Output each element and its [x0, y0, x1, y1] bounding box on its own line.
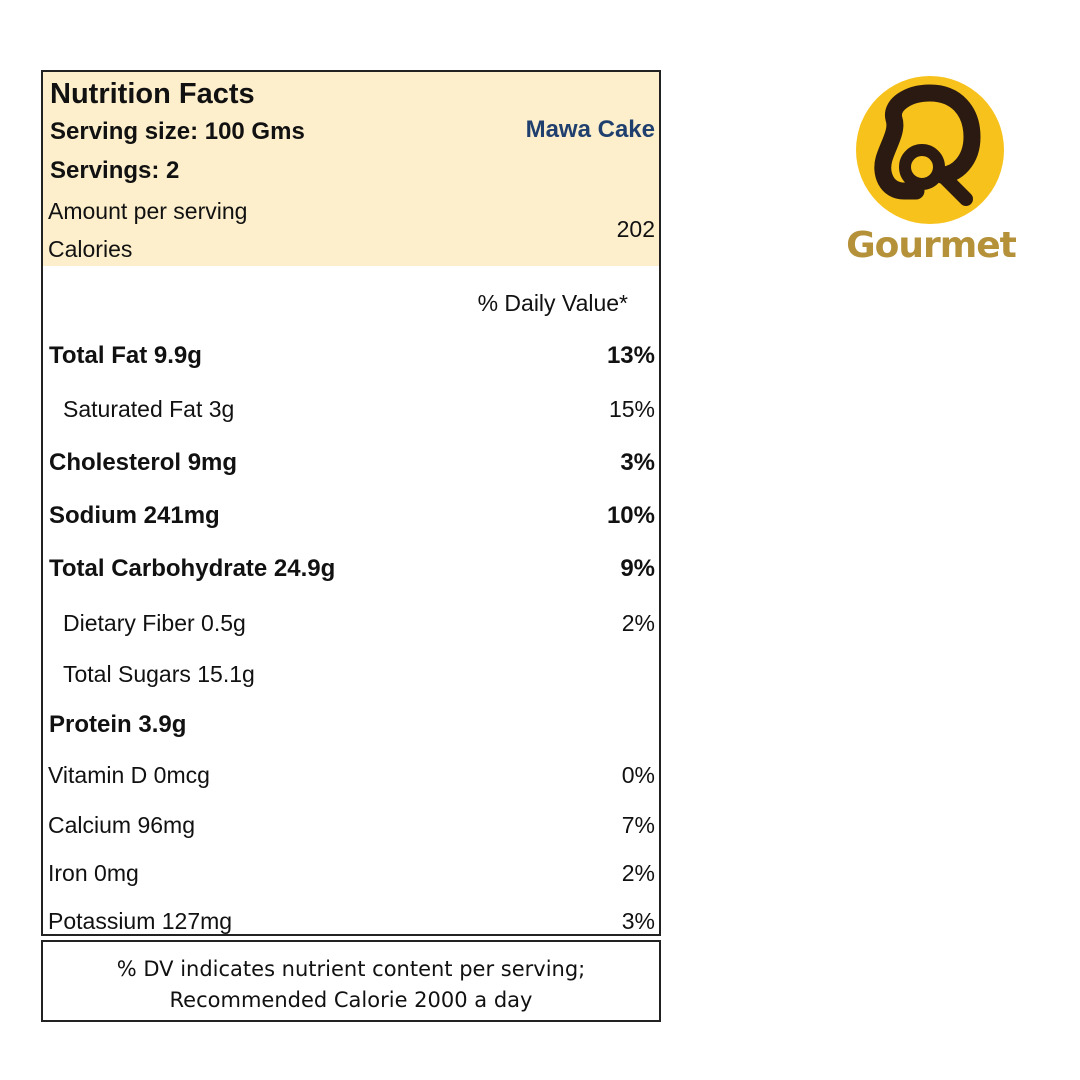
- nutrient-row: [43, 908, 659, 942]
- daily-value-footnote: [41, 940, 661, 1022]
- nutrient-percent: 2%: [621, 860, 655, 886]
- nutrition-facts-label: [41, 70, 661, 936]
- calories-label: Calories: [48, 236, 133, 262]
- footnote-line: % DV indicates nutrient content per serving;: [116, 957, 586, 981]
- nutrient-percent: 3%: [620, 449, 655, 476]
- nutrient-percent: 2%: [621, 610, 655, 636]
- nutrient-name: Vitamin D 0mcg: [48, 762, 210, 788]
- nutrient-row: [43, 555, 659, 589]
- nutrient-row: [43, 342, 659, 376]
- logo-wordmark: Gourmet: [846, 225, 1016, 266]
- nutrient-percent: 10%: [606, 502, 655, 529]
- calories-value: 202: [616, 216, 655, 242]
- nutrient-percent: 9%: [620, 555, 655, 582]
- product-name: Mawa Cake: [525, 116, 655, 143]
- gourmet-logo: [846, 75, 1016, 275]
- label-header: [43, 72, 659, 266]
- label-title: Nutrition Facts: [50, 78, 255, 110]
- nutrient-percent: 3%: [621, 908, 655, 934]
- nutrient-name: Cholesterol 9mg: [49, 449, 238, 476]
- nutrient-name: Total Fat 9.9g: [49, 342, 202, 369]
- nutrient-percent: 7%: [621, 812, 655, 838]
- nutrient-row: [43, 762, 659, 796]
- daily-value-header: % Daily Value*: [477, 290, 628, 316]
- nutrient-percent: 13%: [606, 342, 655, 369]
- nutrient-row: [43, 661, 659, 695]
- nutrient-row: [43, 610, 659, 644]
- nutrient-name: Total Carbohydrate 24.9g: [49, 555, 336, 582]
- nutrient-row: [43, 396, 659, 430]
- nutrient-name: Sodium 241mg: [49, 502, 220, 529]
- nutrient-row: [43, 860, 659, 894]
- nutrient-name: Calcium 96mg: [48, 812, 195, 838]
- nutrient-name: Total Sugars 15.1g: [63, 661, 255, 687]
- nutrient-name: Protein 3.9g: [49, 711, 187, 738]
- nutrient-percent: 0%: [621, 762, 655, 788]
- gourmet-logo-mark-icon: [846, 75, 1016, 225]
- amount-per-serving: Amount per serving: [48, 198, 248, 224]
- serving-size: Serving size: 100 Gms: [50, 118, 305, 145]
- footnote-line: Recommended Calorie 2000 a day: [169, 988, 533, 1012]
- nutrient-percent: 15%: [608, 396, 655, 422]
- nutrient-row: [43, 812, 659, 846]
- servings-count: Servings: 2: [50, 157, 180, 184]
- nutrient-name: Iron 0mg: [48, 860, 139, 886]
- nutrient-row: [43, 502, 659, 536]
- nutrient-name: Potassium 127mg: [48, 908, 233, 934]
- nutrient-row: [43, 449, 659, 483]
- nutrient-row: [43, 711, 659, 745]
- nutrient-name: Dietary Fiber 0.5g: [63, 610, 246, 636]
- nutrient-name: Saturated Fat 3g: [63, 396, 235, 422]
